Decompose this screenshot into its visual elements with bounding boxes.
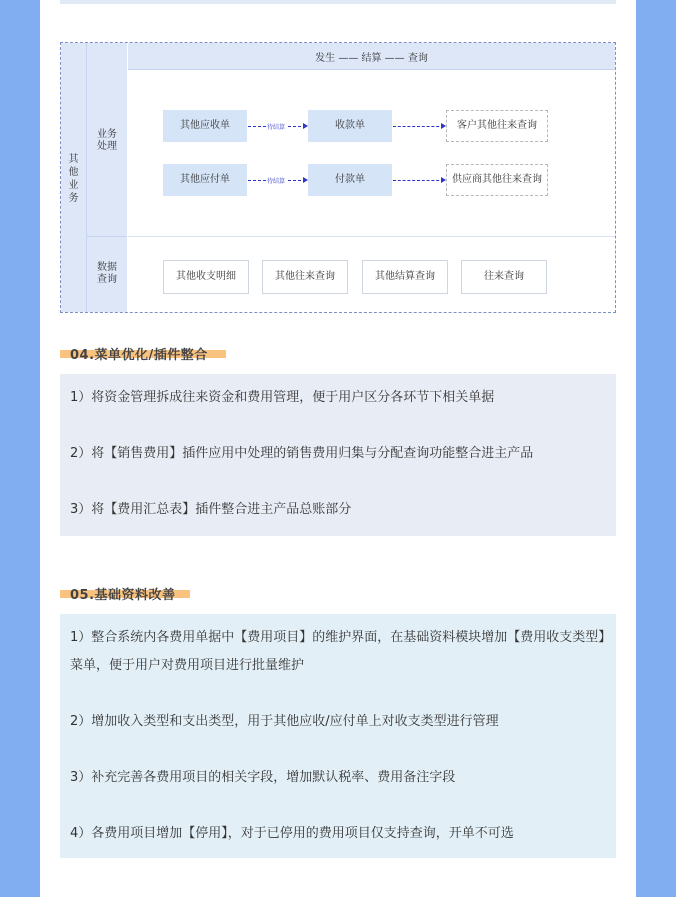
report-other-dealings: 其他往来查询 [262,260,348,294]
top-strip [60,0,616,4]
list-item: 4）各费用项目增加【停用】，对于已停用的费用项目仅支持查询，开单不可选 [70,826,514,841]
arrow-2b [393,180,444,181]
business-flow-diagram [60,42,616,313]
list-item: 2）将【销售费用】插件应用中处理的销售费用归集与分配查询功能整合进主产品 [70,446,534,461]
section5-title [60,584,176,603]
list-item: 3）将【费用汇总表】插件整合进主产品总账部分 [70,502,352,517]
list-item: 1）将资金管理拆成往来资金和费用管理，便于用户区分各环节下相关单据 [70,390,495,405]
divider [128,236,615,237]
report-income-detail: 其他收支明细 [163,260,249,294]
data-column [87,237,127,312]
biz-column [87,43,127,237]
data-label: 数据查询 [97,262,117,285]
receivable-box: 其他应收单 [163,110,247,142]
biz-label: 业务处理 [97,129,117,152]
customer-query-box: 客户其他往来查询 [446,110,548,142]
section5-title-text: 05.基础资料改善 [70,588,176,603]
list-item: 2）增加收入类型和支出类型，用于其他应收/应付单上对收支类型进行管理 [70,714,499,729]
pending-tag-2: 待结算 [267,178,286,185]
payment-box: 付款单 [308,164,392,196]
supplier-query-box: 供应商其他往来查询 [446,164,548,196]
receipt-box: 收款单 [308,110,392,142]
pending-tag-1: 待结算 [267,124,286,131]
report-dealings: 往来查询 [461,260,547,294]
payable-box: 其他应付单 [163,164,247,196]
section5-card [60,614,616,858]
arrow-1b [393,126,444,127]
section4-title-text: 04.菜单优化/插件整合 [70,348,208,363]
report-other-settlement: 其他结算查询 [362,260,448,294]
side-label: 其他业务 [68,154,79,204]
section4-title [60,344,208,363]
diagram-header [128,43,615,70]
list-item: 1）整合系统内各费用单据中【费用项目】的维护界面，在基础资料模块增加【费用收支类型】菜单，便于用户对费用项目进行批量维护 [70,630,605,673]
side-column [61,43,87,312]
content-panel [40,0,636,897]
diagram-header-text: 发生 —— 结算 —— 查询 [315,53,428,64]
section4-card [60,374,616,536]
list-item: 3）补充完善各费用项目的相关字段，增加默认税率、费用备注字段 [70,770,456,785]
